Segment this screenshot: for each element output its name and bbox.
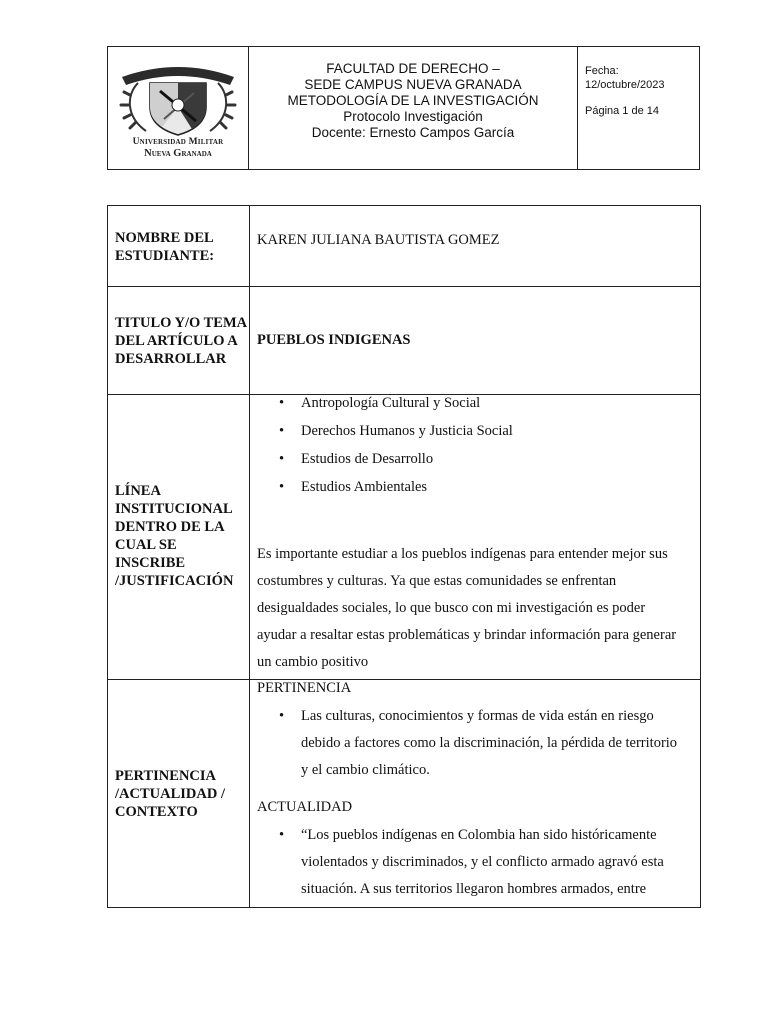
justification-line: ayudar a resaltar estas problemáticas y brindar información para generar	[257, 627, 677, 643]
university-crest-icon	[116, 61, 240, 137]
logo-cell	[108, 47, 249, 169]
justification-line: un cambio positivo	[257, 654, 369, 670]
line-bullet-list	[257, 394, 700, 506]
header-title-cell	[249, 47, 578, 169]
student-name: KAREN JULIANA BAUTISTA GOMEZ	[257, 232, 500, 248]
logo-name-line1: Universidad Militar	[132, 137, 224, 147]
context-content	[250, 680, 700, 907]
list-item	[257, 703, 700, 784]
student-row	[108, 206, 700, 287]
list-item: • Estudios Ambientales	[257, 478, 700, 506]
actualidad-heading: ACTUALIDAD	[257, 799, 353, 815]
article-title: PUEBLOS INDIGENAS	[257, 332, 411, 348]
justification-paragraph	[257, 541, 694, 676]
logo-name-line2: Nueva Granada	[144, 148, 212, 159]
header-date-cell	[579, 47, 699, 169]
bullet-line: debido a factores como la discriminación, la pérdida de territorio	[301, 735, 678, 751]
list-item: • Antropología Cultural y Social	[257, 394, 700, 422]
header-table	[107, 46, 700, 170]
list-item	[257, 822, 700, 903]
line-row	[108, 395, 700, 680]
context-label: PERTINENCIA /ACTUALIDAD / CONTEXTO	[108, 680, 250, 907]
protocol-table	[107, 205, 701, 908]
protocol-line: Protocolo Investigación	[343, 109, 483, 124]
bullet-line: y el cambio climático.	[301, 762, 430, 778]
campus-line: SEDE CAMPUS NUEVA GRANADA	[304, 77, 522, 92]
context-row	[108, 680, 700, 907]
line-label: LÍNEA INSTITUCIONAL DENTRO DE LA CUAL SE INSCRIBE /JUSTIFICACIÓN	[108, 395, 250, 679]
pertinencia-heading: PERTINENCIA	[257, 680, 352, 696]
teacher-line: Docente: Ernesto Campos García	[311, 125, 515, 140]
justification-line: desigualdades sociales, lo que busco con mi investigación es poder	[257, 600, 646, 616]
line-content	[250, 395, 700, 679]
bullet-line: • “Los pueblos indígenas en Colombia han sido históricamente	[301, 827, 657, 843]
justification-line: Es importante estudiar a los pueblos indígenas para entender mejor sus	[257, 546, 668, 562]
faculty-line: FACULTAD DE DERECHO –	[326, 61, 500, 76]
pertinencia-list	[257, 703, 700, 784]
student-label: NOMBRE DEL ESTUDIANTE:	[108, 206, 250, 286]
page-number: Página 1 de 14	[585, 105, 660, 117]
course-line: METODOLOGÍA DE LA INVESTIGACIÓN	[287, 93, 539, 108]
justification-line: costumbres y culturas. Ya que estas comunidades se enfrentan	[257, 573, 617, 589]
date-label: Fecha:	[585, 65, 619, 77]
bullet-line: • Las culturas, conocimientos y formas de vida están en riesgo	[301, 708, 654, 724]
actualidad-list	[257, 822, 700, 903]
date-value: 12/octubre/2023	[585, 79, 665, 91]
bullet-line: violentados y discriminados, y el conflicto armado agravó esta	[301, 854, 664, 870]
list-item: • Derechos Humanos y Justicia Social	[257, 422, 700, 450]
bullet-line: situación. A sus territorios llegaron hombres armados, entre	[301, 881, 647, 897]
list-item: • Estudios de Desarrollo	[257, 450, 700, 478]
title-label: TITULO Y/O TEMA DEL ARTÍCULO A DESARROLLAR	[108, 287, 250, 394]
title-row	[108, 287, 700, 395]
